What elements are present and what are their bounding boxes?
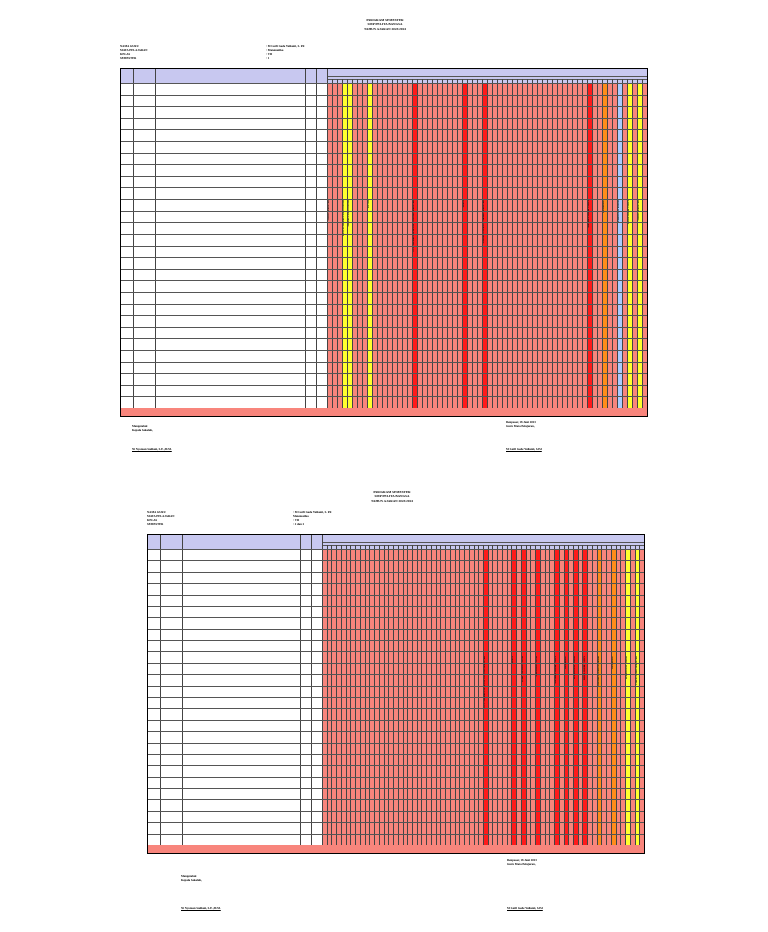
column-label: HUT RI [368,200,371,209]
week-divider [417,545,418,853]
week-divider [530,545,531,853]
week-divider [606,545,607,853]
learning-objective [158,316,302,327]
week-divider [635,545,636,853]
column-label: REMEDIAL [603,200,606,213]
week-divider [488,545,489,853]
week-divider [502,545,503,853]
week-divider [369,545,370,853]
info-value: : M Lutfi Gede Yulianti, S. Pd [293,510,332,514]
info-label: NAMA GURU [120,44,139,48]
row-divider [121,187,647,188]
week-divider [639,545,640,853]
learning-objective [185,561,297,571]
info-value: : M Lutfi Gede Yulianti, S. Pd [266,44,305,48]
learning-objective [185,777,297,787]
week-divider [341,545,342,853]
week-divider [469,545,470,853]
learning-objective [185,663,297,673]
week-divider [379,545,380,853]
row-divider [148,686,644,687]
week-divider [459,545,460,853]
learning-objective [185,572,297,582]
column-label: PEMBAGIAN RAPOR [574,655,577,679]
column-label: ASESMEN SUMATIF AKHIR [597,655,600,686]
info-label: SEMESTER [120,56,137,60]
title-line: PROGRAM SEMESTER [366,18,404,22]
header-divider [322,542,644,543]
info-value: Matematika [293,514,309,518]
week-divider [582,545,583,853]
learning-objective [185,595,297,605]
row-divider [121,280,647,281]
column-label: REMEDIAL [564,655,567,669]
title-block [290,18,480,31]
week-divider [384,545,385,853]
teacher-name: M Lutfi Gede Yulianti, S.Pd [506,447,542,451]
signature-right [506,420,536,428]
column-label: SIAGA [512,655,515,663]
learning-objective [185,755,297,765]
learning-objective [185,732,297,742]
title-line: SMP PELITA BANGSA [367,22,403,27]
row-divider [148,811,644,812]
learning-objective [185,584,297,594]
footer-role: Guru Mata Pelajaran, [507,862,536,866]
column-label: PTS / ASESMEN SUMATIF TENGAH SEMESTER [413,200,416,252]
week-divider [336,545,337,853]
week-divider [403,545,404,853]
learning-objective [185,698,297,708]
column-label: LIBUR AKHIR TAHUN [628,200,631,225]
footer-place: Denpasar, 18 Juni 2023 [507,858,537,862]
learning-objective [185,766,297,776]
week-divider [426,545,427,853]
learning-objective [158,118,302,129]
learning-objective [158,84,302,95]
column-label: REMEDIAL [611,655,614,669]
learning-objective [185,709,297,719]
column-label: ASESMEN DIAGNOSTIK [348,200,351,227]
week-divider [497,545,498,853]
info-block [147,510,447,526]
week-divider [474,545,475,853]
week-divider [545,545,546,853]
week-divider [521,545,522,853]
learning-objective [158,107,302,118]
title-block [297,490,487,503]
week-divider [507,545,508,853]
week-divider [559,545,560,853]
learning-objective [158,293,302,304]
page-2 [147,490,647,920]
week-divider [445,545,446,853]
week-divider [350,545,351,853]
table-header [148,535,644,550]
column-label: PEMBAGIAN RAPOR [626,655,629,679]
week-divider [464,545,465,853]
know-role: Kepala Sekolah, [132,428,153,432]
learning-objective [158,153,302,164]
week-divider [601,545,602,853]
row-divider [121,385,647,386]
week-divider [620,545,621,853]
week-divider [478,545,479,853]
info-value: : VII [293,518,300,522]
week-divider [431,545,432,853]
week-divider [440,545,441,853]
week-divider [592,545,593,853]
learning-objective [158,130,302,141]
learning-objective [185,720,297,730]
week-divider [355,545,356,853]
learning-objective [158,165,302,176]
week-divider [388,545,389,853]
row-divider [148,788,644,789]
learning-objective [185,675,297,685]
learning-objective [185,652,297,662]
learning-objective [185,550,297,560]
learning-objective [158,269,302,280]
row-divider [148,799,644,800]
learning-objective [158,176,302,187]
learning-objective [158,246,302,257]
info-label: KELAS [120,52,131,56]
column-label: LIBUR AKHIR SEMESTER [635,655,638,685]
week-divider [398,545,399,853]
learning-objective [158,234,302,245]
row-divider [121,362,647,363]
column-label: ASESMEN SUMATIF AKHIR SEMESTER [483,200,486,244]
week-divider [412,545,413,853]
column-label: LIBUR IDUL FITRI [536,655,539,676]
info-value: : 1 [266,56,270,60]
week-divider [564,545,565,853]
week-divider [540,545,541,853]
week-divider [578,545,579,853]
week-divider [587,545,588,853]
title-line: PROGRAM SEMESTER [373,490,411,494]
total-row [121,408,647,416]
info-row [120,56,420,60]
learning-objective [158,200,302,211]
info-value: : Matematika [266,48,284,52]
week-divider [511,545,515,853]
title-line: TAHUN AJARAN 2023/2024 [364,26,406,31]
week-divider [526,545,527,853]
info-label: MATA PELAJARAN [120,48,148,52]
info-label: KELAS [147,518,158,522]
total-row [148,845,644,853]
column-divider [133,69,134,416]
week-divider [549,545,550,853]
teacher-name: M Lutfi Gede Yulianti, S.Pd [507,906,543,910]
program-table [147,534,645,854]
column-label: PEMBAGIAN RAPOR [618,200,621,224]
week-divider [455,545,456,853]
signature-left [181,874,202,882]
learning-objective [185,743,297,753]
know-role: Kepala Sekolah, [181,878,202,882]
row-divider [148,834,644,835]
week-divider [374,545,375,853]
info-value: : VII [266,52,273,56]
head-name: Ni Nyoman Sudiani, S.E.,M.M. [132,447,172,451]
column-label: PTS / ASESMEN SUMATIF TENGAH SEMESTER [484,655,487,708]
know-label: Mengetahui [132,424,148,428]
learning-objective [185,641,297,651]
head-name: Ni Nyoman Sudiani, S.E.,M.M. [181,906,221,910]
column-label: LIBUR SEMESTER [328,200,331,221]
info-block [120,44,420,60]
week-divider [568,545,569,853]
program-table [120,68,648,417]
column-label: MPLS & ASESMEN DIAGNOSTIK [343,200,346,236]
week-divider [327,545,328,853]
week-divider [630,545,631,853]
week-divider [516,545,517,853]
column-divider [316,69,317,416]
signature-left [132,424,153,432]
week-divider [492,545,493,853]
info-label: NAMA GURU [147,510,166,514]
learning-objective [158,211,302,222]
column-divider [305,69,306,416]
learning-objective [158,142,302,153]
info-row [147,522,447,526]
row-divider [121,350,647,351]
footer-role: Guru Mata Pelajaran, [506,424,535,428]
row-divider [148,822,644,823]
week-divider [360,545,361,853]
title-line: TAHUN AJARAN 2023/2024 [371,498,413,503]
info-label: MATA PELAJARAN [147,514,175,518]
week-divider [393,545,394,853]
learning-objective [158,258,302,269]
title-line: SMP PELITA BANGSA [374,494,410,499]
column-divider [155,69,156,416]
info-value: : 2 dan 2 [293,522,305,526]
week-divider [436,545,437,853]
signature-right [507,858,537,866]
week-divider [611,545,612,853]
row-divider [148,606,644,607]
week-divider [597,545,598,853]
week-divider [407,545,408,853]
learning-objective [158,223,302,234]
column-label: LIBUR AKHIR TAHUN [583,655,586,680]
week-divider [365,545,366,853]
page-1 [120,18,650,463]
learning-objective [185,618,297,628]
week-divider [421,545,422,853]
table-header [121,69,647,84]
row-divider [121,396,647,397]
column-label: ASESMEN AKHIR TAHUN [588,200,591,228]
know-label: Mengetahui [181,874,197,878]
learning-objective [158,304,302,315]
column-label: HARI RAYA IDUL FITRI [521,655,524,682]
week-divider [346,545,347,853]
learning-objective [158,327,302,338]
column-label: LIBUR SEMESTER [638,200,641,221]
row-divider [121,373,647,374]
column-label: ASESMEN AKHIR TAHUN [555,655,558,684]
info-label: SEMESTER [147,522,164,526]
week-divider [450,545,451,853]
week-divider [616,545,617,853]
learning-objective [158,339,302,350]
header-divider [327,76,647,77]
learning-objective [158,95,302,106]
column-label: SIAGA [463,200,466,208]
footer-place: Denpasar, 18 Juni 2023 [506,420,536,424]
week-divider [331,545,332,853]
learning-objective [185,629,297,639]
